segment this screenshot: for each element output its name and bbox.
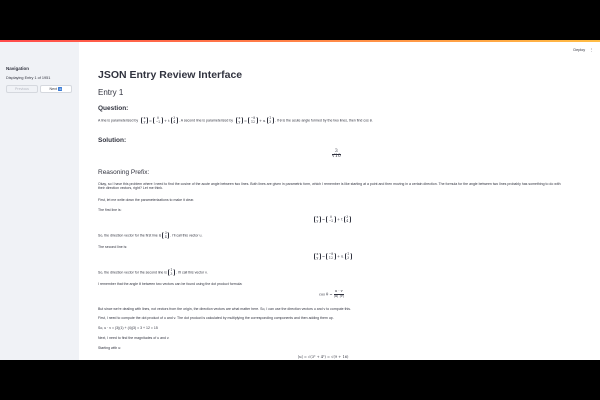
reasoning-heading: Reasoning Prefix: (98, 169, 150, 176)
solution-denominator: √10 (332, 153, 341, 159)
next-button[interactable] (40, 85, 72, 93)
entry-heading: Entry 1 (98, 88, 124, 97)
dot-product-formula: cos θ = $\frac{u \cdot v}{|u| |v|}$ (319, 289, 344, 298)
top-menu (573, 47, 593, 52)
reasoning-paragraph: First, let me write down the parameterizations to make it clear. (98, 198, 195, 202)
question-text-part2: . A second line is parameterized by (178, 118, 234, 123)
question-heading: Question: (98, 105, 129, 112)
arrow-right-icon: ➡ (59, 87, 62, 91)
question-text (98, 117, 373, 124)
previous-button[interactable] (6, 85, 38, 93)
reasoning-paragraph: First, I need to compute the dot product of u and v. The dot product is calculated by multiplying the corresponding components and then adding them up. (98, 316, 334, 320)
header-decoration (0, 40, 600, 42)
app-window (0, 40, 600, 360)
sidebar-title: Navigation (6, 66, 30, 71)
direction-v-text2: . I'll call this vector v. (175, 270, 208, 275)
entry-status: Displaying Entry 1 of 1951 (6, 76, 51, 80)
reasoning-paragraph: Next, I need to find the magnitudes of u and v. (98, 336, 170, 340)
deploy-button[interactable]: Deploy (573, 47, 586, 52)
reasoning-paragraph (98, 232, 202, 239)
previous-label: Previous (15, 87, 29, 91)
solution-heading: Solution: (98, 137, 127, 144)
line1-display-equation: x y = 0 −2 + t 3 4 (314, 216, 351, 223)
next-label: Next (49, 87, 57, 91)
direction-u-text2: . I'll call this vector u. (170, 233, 203, 238)
reasoning-paragraph: So, u · v = (3)(1) + (4)(3) = 3 + 12 = 15 (98, 326, 158, 330)
question-text-part1: A line is parameterized by (98, 118, 139, 123)
sidebar (0, 42, 79, 360)
line2-equation: x y = −8 12 + u 1 3 (236, 119, 275, 123)
solution-value (332, 150, 341, 159)
direction-v-text: So, the direction vector for the second line is (98, 270, 167, 275)
direction-u-vector: 3 4 (162, 234, 169, 238)
direction-v-vector: 1 3 (168, 271, 175, 275)
solution-numerator: 3 (332, 150, 341, 155)
reasoning-paragraph: Starting with u: (98, 346, 122, 350)
reasoning-paragraph (98, 269, 208, 276)
reasoning-paragraph: The first line is: (98, 208, 122, 212)
more-options-icon[interactable]: ⋮ (589, 48, 593, 52)
reasoning-paragraph: I remember that the angle θ between two vectors can be found using the dot product formula: (98, 282, 243, 286)
question-text-part3: . If θ is the acute angle formed by the two lines, then find cos θ. (274, 118, 373, 123)
page-title: JSON Entry Review Interface (98, 69, 243, 81)
magnitude-formula-partial: |u| = √(3² + 4²) = √(9 + 16) (298, 355, 349, 359)
direction-u-text: So, the direction vector for the first line is (98, 233, 162, 238)
reasoning-paragraph: But since we're dealing with lines, not vectors from the origin, the direction vectors are what matter here. So, I can use the direction vectors u and v to compute this. (98, 307, 351, 311)
line2-display-equation: x y = −8 12 + u 1 3 (314, 253, 352, 260)
reasoning-paragraph: Okay, so I have this problem where I need to find the cosine of the acute angle between two lines. Both lines are given in parametric form, which I remember is like starting at a point and then moving in a certain direction. The formula for the angle between two lines probably has something to do with their direction vectors, right? Let me think. (98, 182, 561, 191)
formula-denominator: |u| |v| (333, 293, 344, 298)
line1-equation: x y = 0 −2 + t 3 4 (141, 119, 179, 123)
reasoning-paragraph: The second line is: (98, 245, 128, 249)
formula-numerator: u · v (334, 289, 343, 293)
